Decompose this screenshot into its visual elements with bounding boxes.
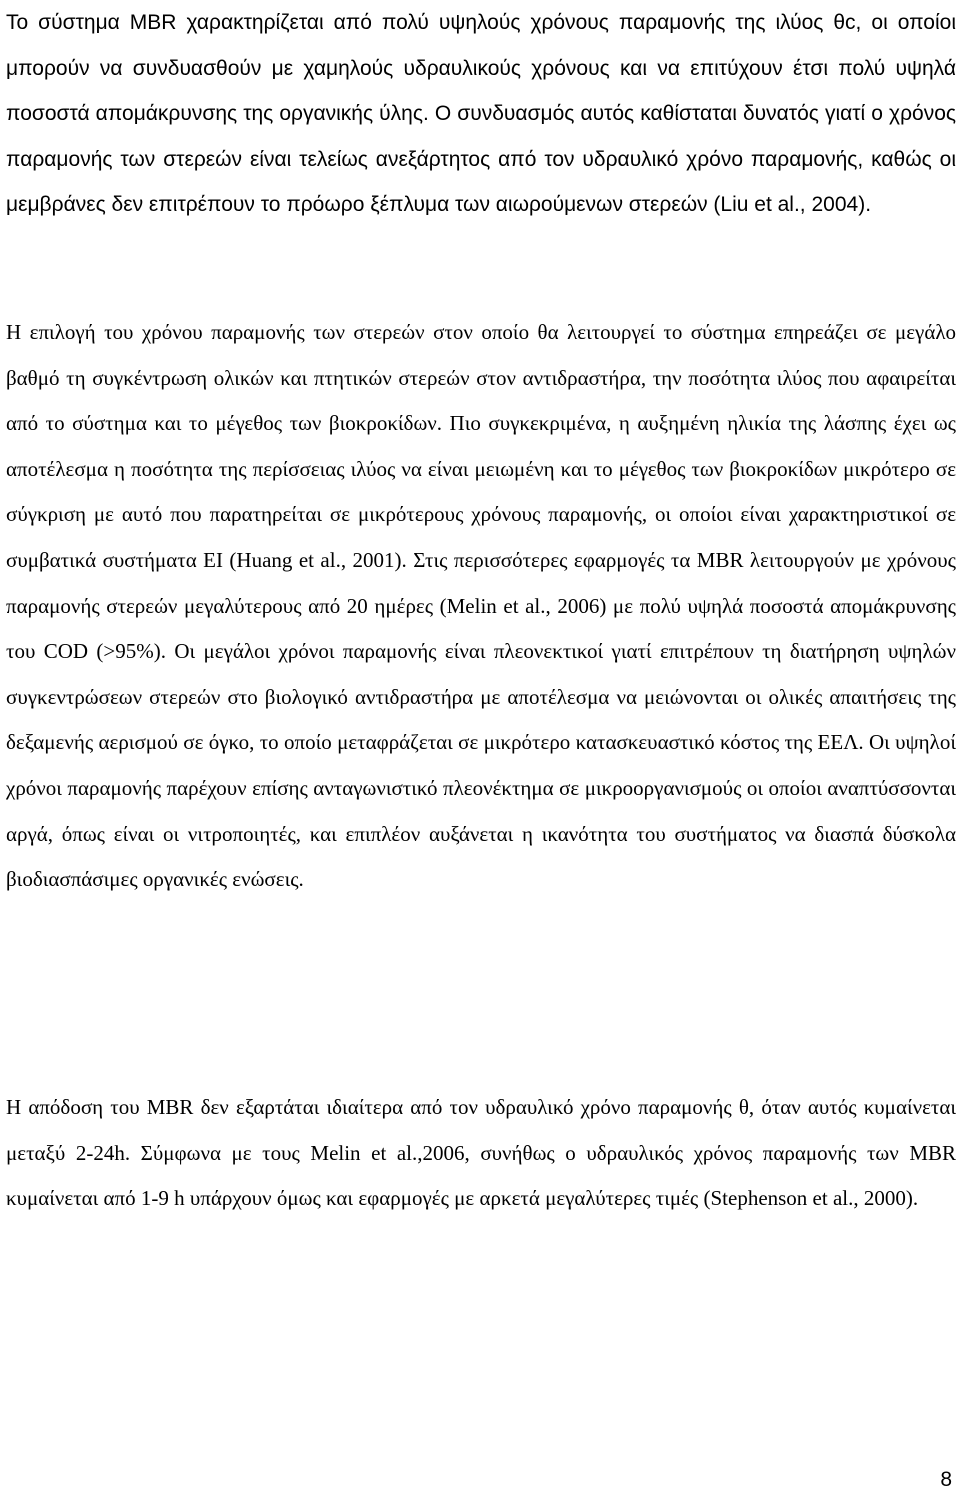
text-line: βιοκροκίδων. Πιο συγκεκριμένα, η αυξημένη ηλικία της λάσπης έχει ως αποτέλεσμα η (6, 411, 956, 481)
text-line: του συστήματος να διασπά δύσκολα βιοδιασπάσιμες οργανικές ενώσεις. (6, 821, 957, 892)
text-line: ποσότητα της περίσσειας ιλύος να είναι μειωμένη και το μέγεθος των βιοκροκίδων (131, 456, 838, 481)
paragraph-mbr-retention (6, 0, 956, 228)
text-line: καθίσταται δυνατός γιατί ο χρόνος παραμονής των στερεών είναι τελείως ανεξάρτητος (6, 102, 956, 171)
text-line: με αποτέλεσμα να μειώνονται οι ολικές απαιτήσεις της δεξαμενής αερισμού σε όγκο, το (6, 684, 956, 755)
text-line: επηρεάζει σε μεγάλο βαθμό τη συγκέντρωση ολικών και πτητικών στερεών στον (6, 320, 957, 390)
page-number: 8 (940, 1468, 952, 1491)
text-line: Το σύστημα MBR χαρακτηρίζεται από πολύ υψηλούς χρόνους παραμονής της ιλύος θc, (6, 11, 862, 34)
text-line: όταν αυτός κυμαίνεται μεταξύ 2-24h. Σύμφωνα με τους Melin et al.,2006, συνήθως ο (6, 1095, 956, 1165)
paragraph-solids-retention-choice (6, 310, 956, 903)
text-line: Η απόδοση του MBR δεν εξαρτάται ιδιαίτερα από τον υδραυλικό χρόνο παραμονής θ, (6, 1095, 755, 1119)
text-line: μεγαλύτερους από 20 ημέρες (Melin et al., 2006) με πολύ υψηλά ποσοστά (184, 593, 824, 618)
text-line: ξέπλυμα των αιωρούμενων στερεών (Liu et al., 2004). (370, 193, 872, 217)
text-line: υδραυλικός χρόνος παραμονής των MBR κυμαίνεται από 1-9 h υπάρχουν όμως και (6, 1140, 956, 1211)
text-line: εφαρμογές με αρκετά μεγαλύτερες τιμές (Stephenson et al., 2000). (358, 1186, 919, 1211)
text-line: περισσότερες εφαρμογές τα MBR λειτουργούν με χρόνους παραμονής στερεών (6, 547, 956, 618)
text-line: αντιδραστήρα, την ποσότητα ιλύος που αφαιρείται από το σύστημα και το μέγεθος των (6, 365, 957, 436)
paragraph-hydraulic-retention (6, 1085, 956, 1222)
text-line: από τον υδραυλικό χρόνο παραμονής, καθώς οι μεμβράνες δεν επιτρέπουν το πρόωρο (6, 147, 956, 217)
text-line: απομάκρυνσης του COD (>95%). Οι μεγάλοι χρόνοι παραμονής είναι πλεονεκτικοί γιατί (6, 593, 957, 664)
text-line: οι οποίοι είναι χαρακτηριστικοί σε συμβατικά συστήματα ΕΙ (Huang et al., 2001). Στις (6, 502, 957, 572)
text-line: έτσι πολύ υψηλά ποσοστά απομάκρυνσης της οργανικής ύλης. Ο συνδυασμός αυτός (6, 56, 956, 126)
text-line: οποίο μεταφράζεται σε μικρότερο κατασκευαστικό κόστος της ΕΕΛ. Οι υψηλοί χρόνοι (6, 730, 957, 800)
text-line: επιτρέπουν τη διατήρηση υψηλών συγκεντρώσεων στερεών στο βιολογικό αντιδραστήρα (6, 639, 956, 709)
text-line: Η επιλογή του χρόνου παραμονής των στερεών στον οποίο θα λειτουργεί το σύστημα (6, 320, 766, 344)
text-line: μικρότερο σε σύγκριση με αυτό που παρατηρείται σε μικρότερους χρόνους παραμονής, (6, 456, 957, 527)
text-line: οι οποίοι μπορούν να συνδυασθούν με χαμηλούς υδραυλικούς χρόνους και να επιτύχουν (6, 11, 956, 80)
text-line: αναπτύσσονται αργά, όπως είναι οι νιτροποιητές, και επιπλέον αυξάνεται η ικανότητα (6, 775, 957, 846)
text-line: παραμονής παρέχουν επίσης ανταγωνιστικό πλεονέκτημα σε μικροοργανισμούς οι οποίοι (67, 775, 822, 800)
